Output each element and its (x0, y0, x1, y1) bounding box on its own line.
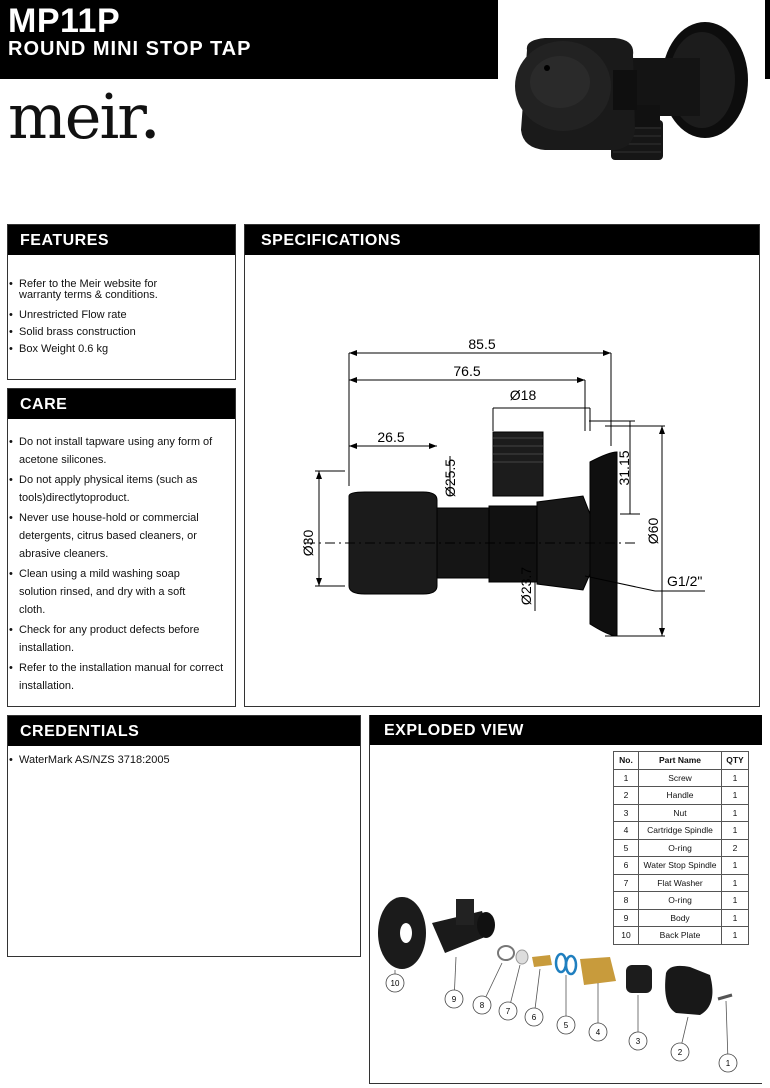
table-row (614, 769, 749, 787)
callout-2: 2 (677, 1048, 683, 1057)
callout-6: 6 (531, 1013, 537, 1022)
callout-1: 1 (725, 1059, 731, 1068)
column-header: QTY (722, 752, 749, 770)
cell-qty: 1 (722, 857, 749, 875)
logo-text: meir (8, 80, 145, 153)
dim-label: Ø30 (300, 529, 316, 557)
dim-label: Ø60 (645, 517, 661, 545)
column-header: Part Name (639, 752, 722, 770)
product-name: ROUND MINI STOP TAP (8, 38, 252, 60)
table-row (614, 787, 749, 805)
dim-label: Ø25.5 (442, 458, 458, 498)
dim-label: Ø18 (509, 387, 537, 403)
cell-part: O-ring (639, 839, 722, 857)
specifications-heading: SPECIFICATIONS (245, 225, 759, 255)
list-item: • Refer to the installation manual for correct installation. (8, 659, 225, 695)
washer-shape (516, 950, 528, 964)
cell-qty: 1 (722, 909, 749, 927)
cell-qty: 1 (722, 927, 749, 945)
callout-3: 3 (635, 1037, 641, 1046)
list-item: • Clean using a mild washing soap solution rinsed, and dry with a soft cloth. (8, 565, 225, 619)
dim-label: 26.5 (377, 429, 405, 445)
cell-qty: 1 (722, 822, 749, 840)
callout-7: 7 (505, 1007, 511, 1016)
table-row (614, 804, 749, 822)
callout-4: 4 (595, 1028, 601, 1037)
cell-no: 5 (614, 839, 639, 857)
handle-shape (665, 966, 712, 1015)
cell-no: 9 (614, 909, 639, 927)
cell-part: Water Stop Spindle (639, 857, 722, 875)
cell-no: 10 (614, 927, 639, 945)
list-item: • Do not install tapware using any form of acetone silicones. (8, 433, 225, 469)
list-item: • Never use house-hold or commercial detergents, citrus based cleaners, or abrasive cleaners. (8, 509, 225, 563)
list-item: • Check for any product defects before installation. (8, 621, 225, 657)
column-header: No. (614, 752, 639, 770)
list-item: • Refer to the Meir website for warranty terms & conditions. (8, 279, 195, 301)
nut-shape (626, 965, 652, 993)
cell-no: 8 (614, 892, 639, 910)
table-row (614, 839, 749, 857)
cell-qty: 1 (722, 804, 749, 822)
care-heading: CARE (8, 389, 235, 419)
cell-qty: 1 (722, 787, 749, 805)
brand-logo (8, 82, 153, 152)
care-list (8, 433, 235, 695)
stop-spindle-shape (532, 955, 552, 967)
cell-part: Nut (639, 804, 722, 822)
specifications-panel (244, 224, 760, 707)
dim-label: Ø23.7 (518, 566, 534, 606)
care-panel (7, 388, 236, 707)
callout-9: 9 (451, 995, 457, 1004)
exploded-view-panel (369, 715, 762, 1084)
cartridge-shape (580, 957, 616, 985)
exploded-view-heading: EXPLODED VIEW (370, 715, 762, 745)
table-header-row (614, 752, 749, 770)
cell-no: 1 (614, 769, 639, 787)
callout-8: 8 (479, 1001, 485, 1010)
cell-part: Cartridge Spindle (639, 822, 722, 840)
cell-no: 7 (614, 874, 639, 892)
edge-bar (765, 0, 770, 79)
dim-label: 85.5 (468, 336, 496, 352)
cell-no: 6 (614, 857, 639, 875)
cell-no: 3 (614, 804, 639, 822)
oring-shape (498, 946, 514, 960)
credentials-panel (7, 715, 361, 957)
credentials-heading: CREDENTIALS (8, 716, 360, 746)
product-image (505, 10, 755, 165)
dim-label: G1/2" (667, 573, 703, 589)
features-panel (7, 224, 236, 380)
cell-qty: 1 (722, 769, 749, 787)
cell-part: Flat Washer (639, 874, 722, 892)
cell-qty: 1 (722, 892, 749, 910)
callout-10: 10 (390, 979, 400, 988)
features-heading: FEATURES (8, 225, 235, 255)
cell-part: O-ring (639, 892, 722, 910)
list-item: • Box Weight 0.6 kg (8, 341, 195, 357)
dim-label: 76.5 (453, 363, 481, 379)
title-bar (0, 0, 498, 79)
callout-5: 5 (563, 1021, 569, 1030)
technical-drawing (245, 256, 759, 706)
cell-qty: 2 (722, 839, 749, 857)
credentials-list (8, 752, 360, 768)
table-row (614, 822, 749, 840)
cell-part: Back Plate (639, 927, 722, 945)
cell-part: Handle (639, 787, 722, 805)
cell-no: 4 (614, 822, 639, 840)
list-item: • WaterMark AS/NZS 3718:2005 (8, 752, 360, 768)
list-item: • Do not apply physical items (such as tools)directlytoproduct. (8, 471, 225, 507)
exploded-drawing (370, 865, 762, 1083)
model-number: MP11P (8, 2, 121, 40)
dim-label: 31.15 (616, 450, 632, 486)
logo-dot: ● (144, 126, 154, 140)
list-item: • Unrestricted Flow rate (8, 307, 195, 323)
features-list (8, 279, 235, 357)
list-item: • Solid brass construction (8, 324, 195, 340)
cell-no: 2 (614, 787, 639, 805)
cell-part: Body (639, 909, 722, 927)
cell-part: Screw (639, 769, 722, 787)
cell-qty: 1 (722, 874, 749, 892)
